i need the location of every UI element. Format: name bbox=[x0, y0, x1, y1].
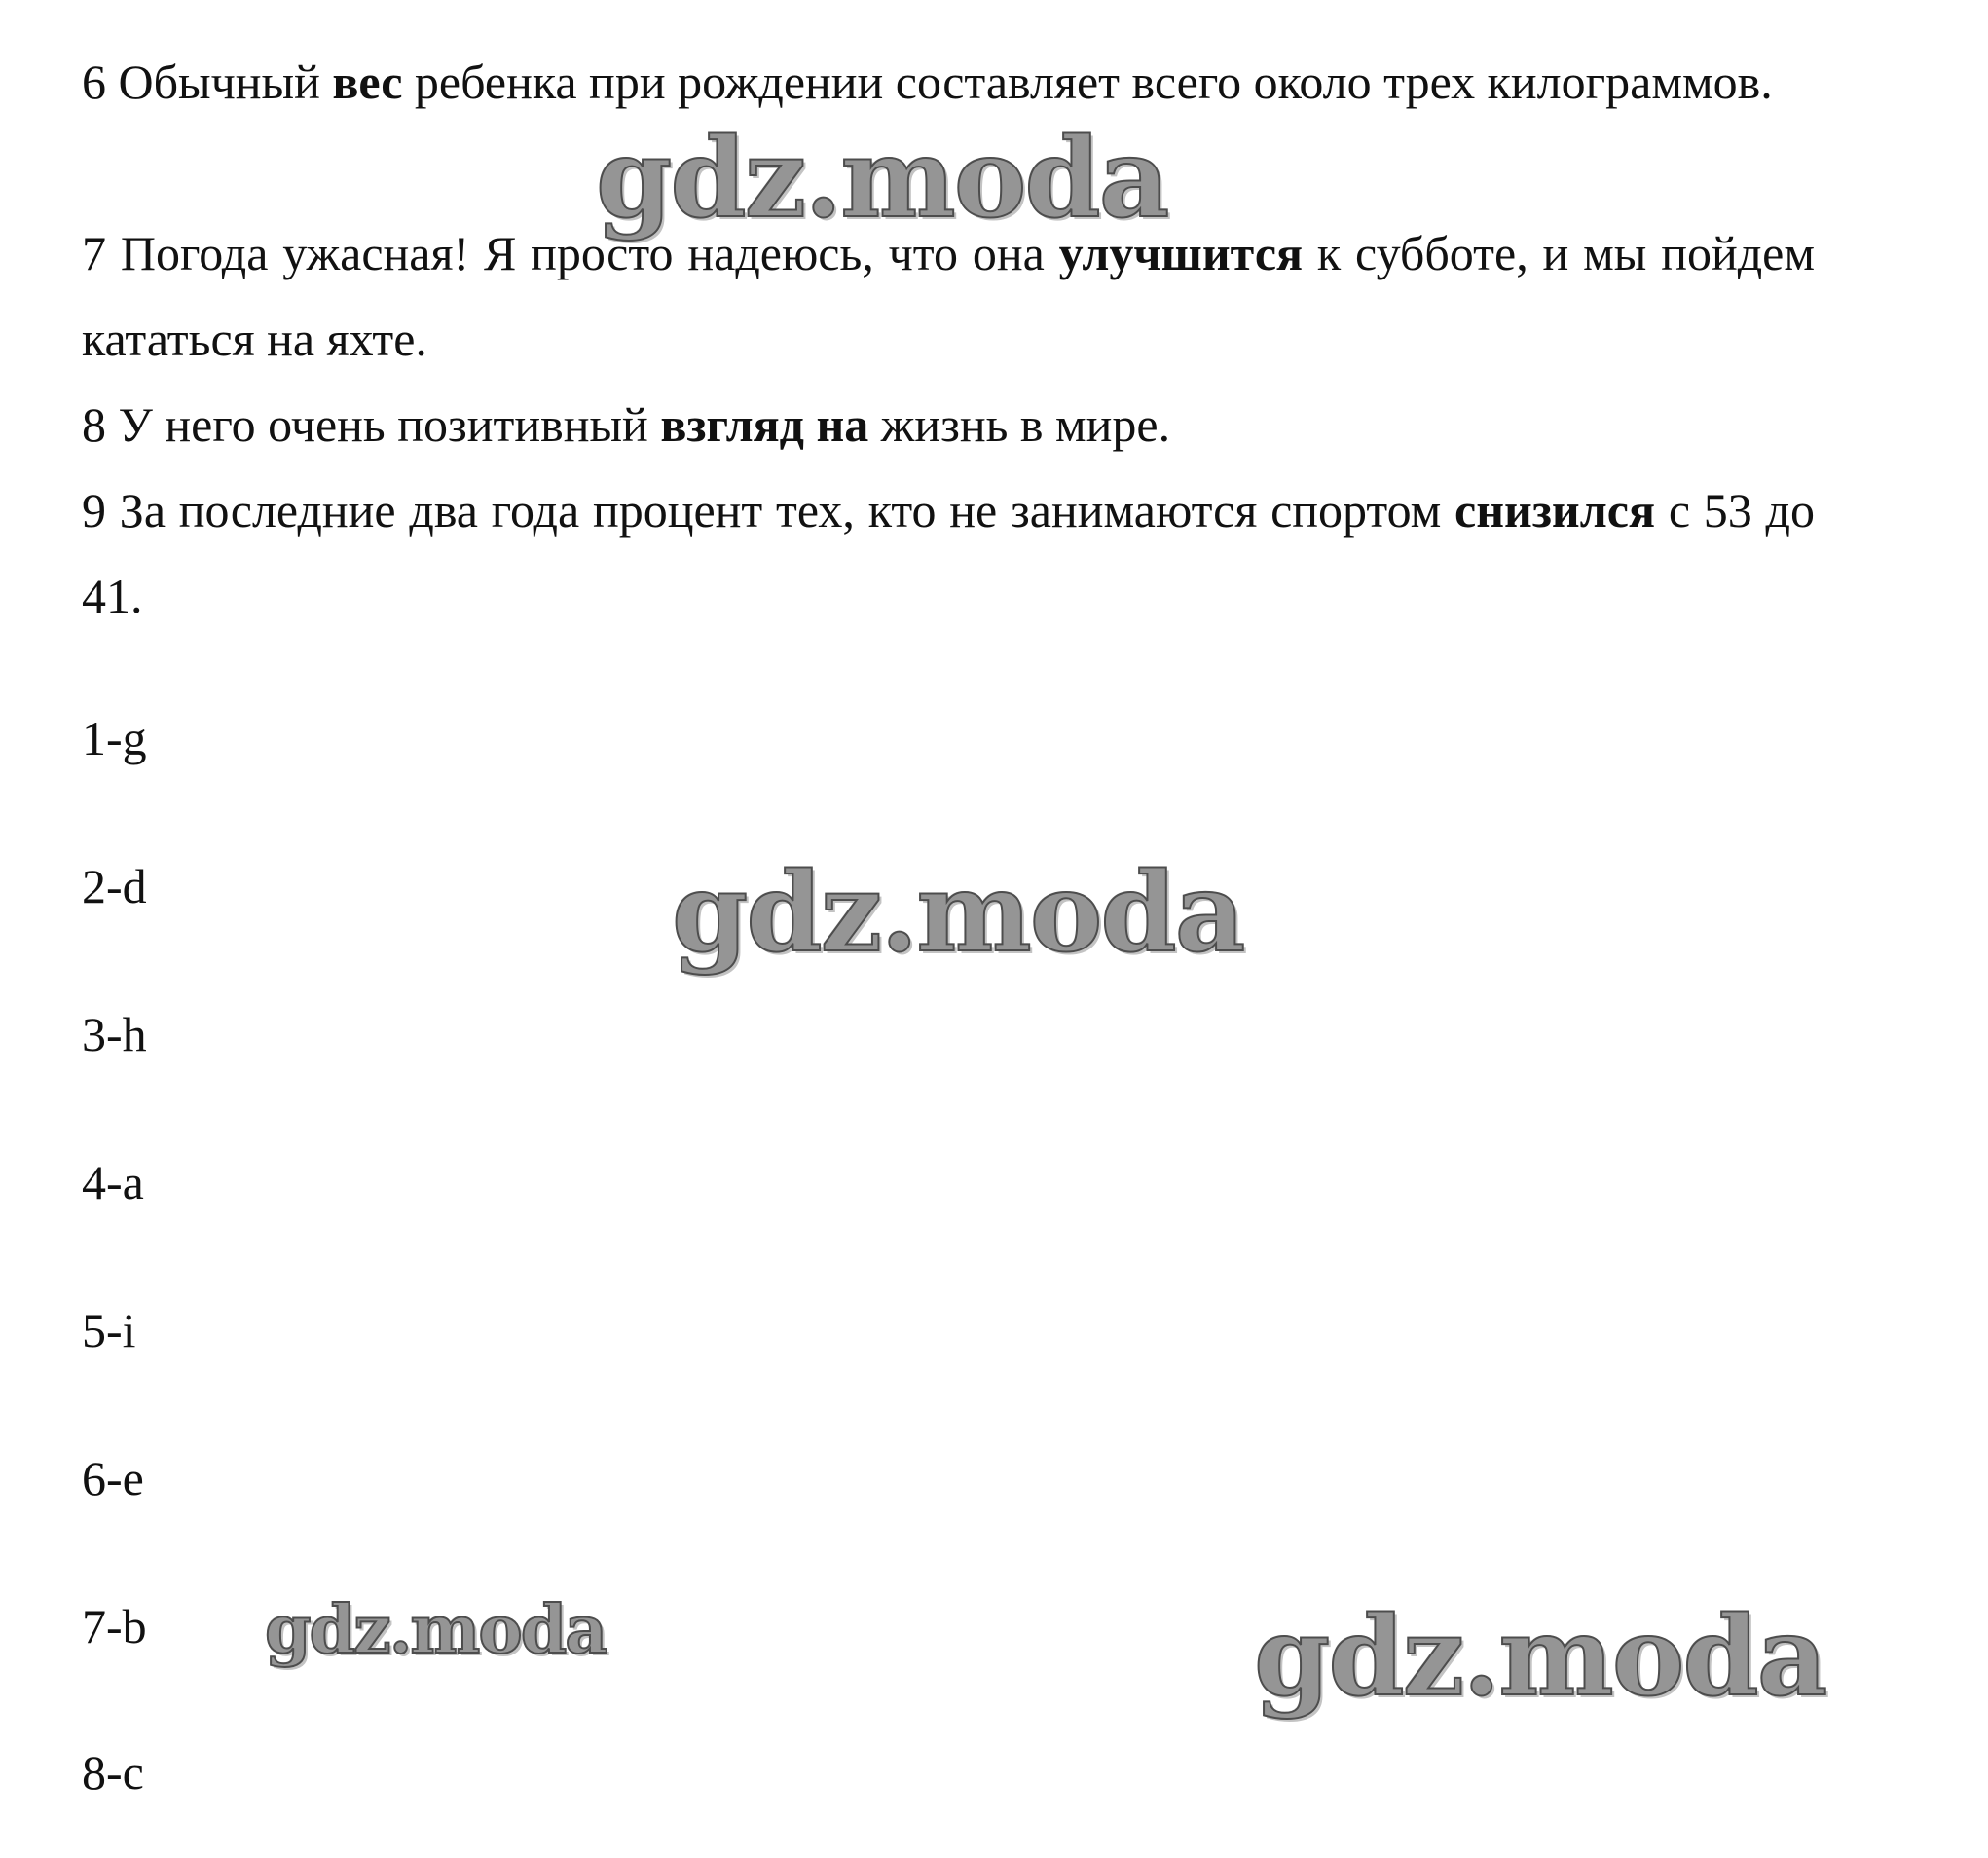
answer-6: 6-e bbox=[82, 1451, 144, 1505]
answer-7: 7-b bbox=[82, 1599, 147, 1654]
sentence-7-keyword: улучшится bbox=[1058, 226, 1304, 280]
answer-4: 4-a bbox=[82, 1155, 144, 1209]
sentence-8-keyword: взгляд на bbox=[660, 397, 869, 452]
answer-5: 5-i bbox=[82, 1303, 136, 1357]
sentence-6-post: ребенка при рождении составляет всего около трех килограммов. bbox=[402, 55, 1773, 109]
sentence-6 bbox=[82, 39, 1815, 125]
watermark-4: gdz.moda bbox=[1254, 1593, 1826, 1721]
sentence-6-keyword: вес bbox=[332, 55, 403, 109]
watermark-3: gdz.moda bbox=[265, 1591, 607, 1669]
answer-1: 1-g bbox=[82, 711, 147, 765]
answer-3: 3-h bbox=[82, 1007, 147, 1061]
sentence-7-post: к субботе, и мы пойдем кататься на яхте. bbox=[82, 226, 1815, 366]
sentence-8-pre: 8 У него очень позитивный bbox=[82, 397, 661, 452]
sentence-9 bbox=[82, 467, 1815, 639]
watermark-2: gdz.moda bbox=[672, 849, 1244, 977]
sentence-9-keyword: снизился bbox=[1454, 483, 1656, 538]
sentence-9-post: с 53 до 41. bbox=[82, 483, 1815, 623]
watermark-1: gdz.moda bbox=[596, 115, 1168, 242]
sentence-7-pre: 7 Погода ужасная! Я просто надеюсь, что она bbox=[82, 226, 1059, 280]
sentence-6-pre: 6 Обычный bbox=[82, 55, 333, 109]
sentence-8 bbox=[82, 382, 1815, 467]
answer-8: 8-c bbox=[82, 1745, 144, 1800]
sentence-9-pre: 9 За последние два года процент тех, кто не занимаются спортом bbox=[82, 483, 1455, 538]
answer-2: 2-d bbox=[82, 859, 147, 913]
sentence-8-post: жизнь в мире. bbox=[868, 397, 1171, 452]
